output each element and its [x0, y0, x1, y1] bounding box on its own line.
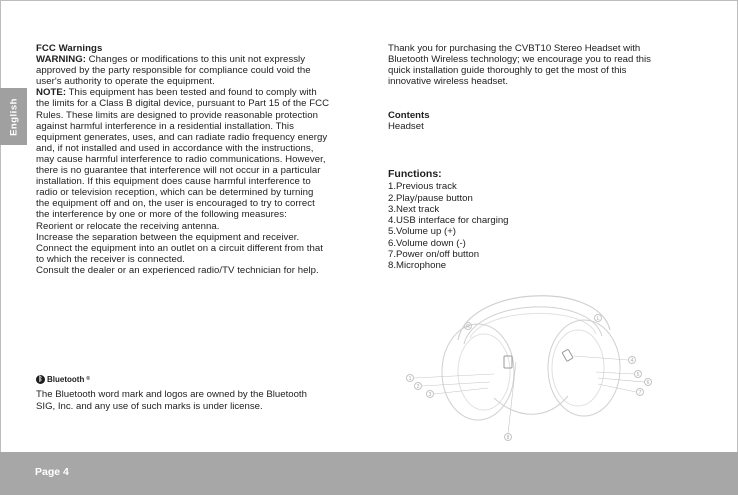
bluetooth-notice-line: SIG, Inc. and any use of such marks is under license.	[36, 400, 263, 412]
callout-label: 8	[506, 434, 510, 441]
fcc-note-line: Consult the dealer or an experienced radio/TV technician for help.	[36, 264, 319, 276]
functions-list	[388, 181, 509, 271]
contents-heading: Contents	[388, 110, 430, 121]
bluetooth-notice-line: The Bluetooth word mark and logos are owned by the Bluetooth	[36, 389, 307, 401]
fcc-section	[36, 43, 366, 276]
function-item: 8.Microphone	[388, 260, 447, 272]
intro-line: quick installation guide thoroughly to get the most of this	[388, 65, 627, 77]
contents-section	[388, 110, 430, 132]
language-tab	[0, 88, 27, 145]
callout-label: 6	[646, 379, 650, 386]
fcc-note-line: radio or television reception, which can be determined by turning	[36, 187, 314, 199]
fcc-note-line: there is no guarantee that interference will not occur in a particular	[36, 165, 321, 177]
page-footer	[0, 452, 738, 495]
callout-label: 1	[408, 375, 412, 382]
function-item: 7.Power on/off button	[388, 249, 480, 261]
fcc-warning-line: approved by the party responsible for compliance could void the	[36, 65, 311, 77]
headset-right-marker: R	[466, 323, 470, 330]
function-item: 4.USB interface for charging	[388, 215, 509, 227]
callout-label: 7	[638, 389, 642, 396]
fcc-note-line: the equipment off and on, the user is encouraged to try to correct	[36, 198, 315, 210]
page-number: Page 4	[35, 466, 69, 478]
functions-heading: Functions:	[388, 168, 442, 180]
callout-label: 2	[416, 383, 420, 390]
headset-illustration	[398, 278, 658, 446]
intro-line: innovative wireless headset.	[388, 76, 508, 88]
intro-section	[388, 43, 708, 87]
function-item: 5.Volume up (+)	[388, 226, 456, 238]
intro-line: Bluetooth Wireless technology; we encourage you to read this	[388, 54, 651, 66]
callout-label: 4	[630, 357, 634, 364]
fcc-note-line: may cause harmful interference to radio communications. However,	[36, 153, 326, 165]
bluetooth-rune-icon: ᛒ	[36, 375, 45, 384]
function-item: 2.Play/pause button	[388, 192, 473, 204]
headset-left-marker: L	[596, 315, 600, 322]
fcc-warning-line: user's authority to operate the equipment.	[36, 76, 215, 88]
fcc-note-line: Reorient or relocate the receiving antenna.	[36, 220, 220, 232]
fcc-warning-line: WARNING: Changes or modifications to this unit not expressly	[36, 54, 306, 66]
fcc-note-line: NOTE: This equipment has been tested and found to comply with	[36, 87, 317, 99]
bluetooth-logo-text: Bluetooth	[47, 375, 85, 384]
fcc-note-line: Connect the equipment into an outlet on a circuit different from that	[36, 242, 323, 254]
intro-line: Thank you for purchasing the CVBT10 Stereo Headset with	[388, 43, 641, 54]
fcc-note-line: the interference by one or more of the following measures:	[36, 209, 287, 221]
fcc-heading: FCC Warnings	[36, 43, 103, 54]
function-item: 6.Volume down (-)	[388, 237, 466, 249]
contents-item: Headset	[388, 121, 424, 133]
function-item: 3.Next track	[388, 203, 440, 215]
functions-section	[388, 169, 509, 272]
function-item: 1.Previous track	[388, 181, 457, 193]
callout-label: 3	[428, 391, 432, 398]
fcc-note-line: equipment generates, uses, and can radiate radio frequency energy	[36, 131, 328, 143]
fcc-note-line: Rules. These limits are designed to provide reasonable protection	[36, 109, 318, 121]
fcc-note-line: Increase the separation between the equipment and receiver.	[36, 231, 300, 243]
fcc-note-line: against harmful interference in a residential installation. This	[36, 120, 294, 132]
fcc-note-line: the limits for a Class B digital device, pursuant to Part 15 of the FCC	[36, 98, 330, 110]
fcc-note-line: installation. If this equipment does cause harmful interference to	[36, 176, 311, 188]
language-tab-label: English	[8, 97, 19, 136]
fcc-note-line: and, if not installed and used in accordance with the instructions,	[36, 142, 314, 154]
bluetooth-logo: ᛒ Bluetooth ®	[36, 374, 307, 385]
fcc-note-line: to which the receiver is connected.	[36, 253, 185, 265]
callout-label: 5	[636, 371, 640, 378]
bluetooth-notice	[36, 374, 307, 412]
